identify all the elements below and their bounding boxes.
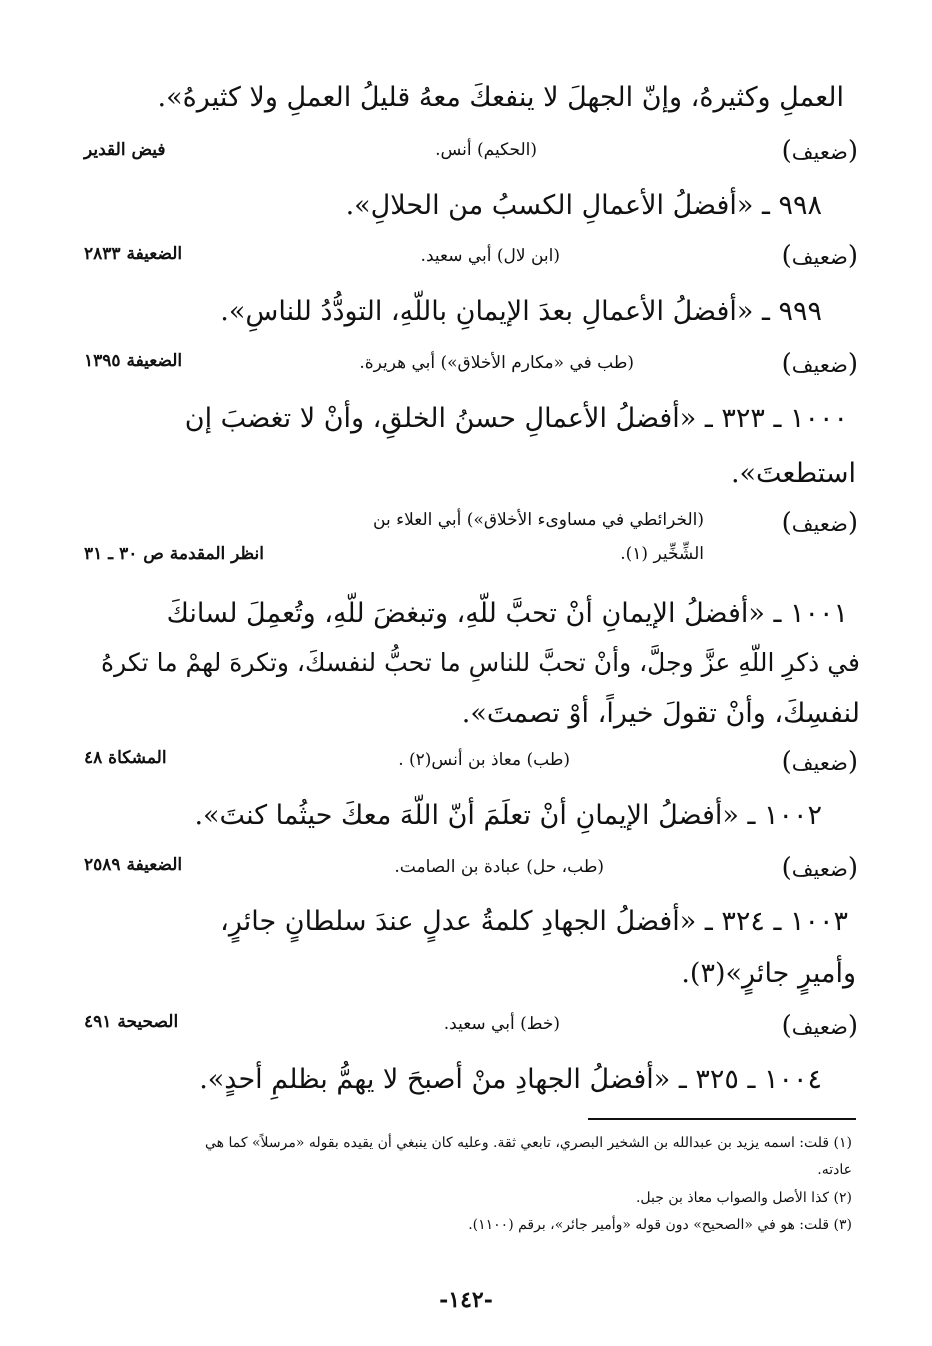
grade-label: (ضعيف) [781, 241, 858, 271]
source-ref: (ابن لال) أبي سعيد. [420, 246, 560, 266]
source-ref: (طب) معاذ بن أنس(٢) . [398, 750, 570, 770]
grade-label: (ضعيف) [781, 1011, 858, 1041]
hadith-1004: ١٠٠٤ ـ ٣٢٥ ـ «أفضلُ الجهادِ منْ أصبحَ لا يهمُّ بظلمِ أحدٍ». [199, 1064, 822, 1095]
hadith-1002: ١٠٠٢ ـ «أفضلُ الإيمانِ أنْ تعلَمَ أنّ اللّهَ معكَ حيثُما كنتَ». [194, 800, 822, 831]
hadith-1003-line2: وأميرٍ جائرٍ»(٣). [681, 958, 856, 989]
book-ref: الصحيحة ٤٩١ [84, 1012, 179, 1032]
footnote-3: (٣) قلت: هو في «الصحيح» دون قوله «وأمير جائر»، برقم (١١٠٠). [468, 1217, 852, 1233]
footnote-separator [588, 1118, 856, 1120]
grade-label: (ضعيف) [781, 853, 858, 883]
source-ref: (طب، حل) عبادة بن الصامت. [394, 857, 604, 877]
book-ref: فيض القدير [84, 140, 166, 160]
source-ref: (الخرائطي في مساوىء الأخلاق») أبي العلاء بن [373, 510, 704, 530]
footnote-1-cont: عادته. [817, 1162, 852, 1178]
book-ref: الضعيفة ٢٥٨٩ [84, 855, 183, 875]
footnote-2: (٢) كذا الأصل والصواب معاذ بن جبل. [635, 1190, 852, 1206]
grade-label: (ضعيف) [781, 136, 858, 166]
hadith-1000-line1: ١٠٠٠ ـ ٣٢٣ ـ «أفضلُ الأعمالِ حسنُ الخلقِ، وأنْ لا تغضبَ إن [184, 403, 848, 434]
source-ref: (الحكيم) أنس. [435, 140, 537, 160]
book-ref: الضعيفة ١٣٩٥ [84, 351, 183, 371]
hadith-998: ٩٩٨ ـ «أفضلُ الأعمالِ الكسبُ من الحلالِ». [345, 190, 822, 221]
hadith-1003-line1: ١٠٠٣ ـ ٣٢٤ ـ «أفضلُ الجهادِ كلمةُ عدلٍ عندَ سلطانٍ جائرٍ، [220, 906, 848, 937]
hadith-1000-line2: استطعتَ». [730, 458, 856, 489]
footnote-1: (١) قلت: اسمه يزيد بن عبدالله بن الشخير البصري، تابعي ثقة. وعليه كان ينبغي أن يقيده بقوله «مرسلاً» كما هي [204, 1135, 852, 1151]
hadith-1001-line2: في ذكرِ اللّهِ عزَّ وجلَّ، وأنْ تحبَّ للناسِ ما تحبُّ لنفسكَ، وتكرهَ لهمْ ما تكرهُ [100, 648, 860, 677]
continuation-line: العملِ وكثيرهُ، وإنّ الجهلَ لا ينفعكَ معهُ قليلُ العملِ ولا كثيرهُ». [157, 82, 844, 113]
source-ref: (طب في «مكارم الأخلاق») أبي هريرة. [359, 353, 634, 373]
source-ref-cont: الشِّخِّير (١). [620, 544, 704, 564]
grade-label: (ضعيف) [781, 747, 858, 777]
book-ref: الضعيفة ٢٨٣٣ [84, 244, 183, 264]
grade-label: (ضعيف) [781, 349, 858, 379]
grade-label: (ضعيف) [781, 508, 858, 538]
hadith-1001-line1: ١٠٠١ ـ «أفضلُ الإيمانِ أنْ تحبَّ للّهِ، وتبغضَ للّهِ، وتُعمِلَ لسانكَ [166, 598, 848, 629]
hadith-999: ٩٩٩ ـ «أفضلُ الأعمالِ بعدَ الإيمانِ باللّهِ، التودُّدُ للناسِ». [220, 296, 822, 327]
book-ref: المشكاة ٤٨ [84, 748, 167, 768]
page-number: -١٤٢- [439, 1287, 493, 1313]
book-ref: انظر المقدمة ص ٣٠ ـ ٣١ [84, 544, 264, 564]
source-ref: (خط) أبي سعيد. [443, 1014, 560, 1034]
hadith-1001-line3: لنفسِكَ، وأنْ تقولَ خيراً، أوْ تصمتَ». [461, 698, 860, 729]
